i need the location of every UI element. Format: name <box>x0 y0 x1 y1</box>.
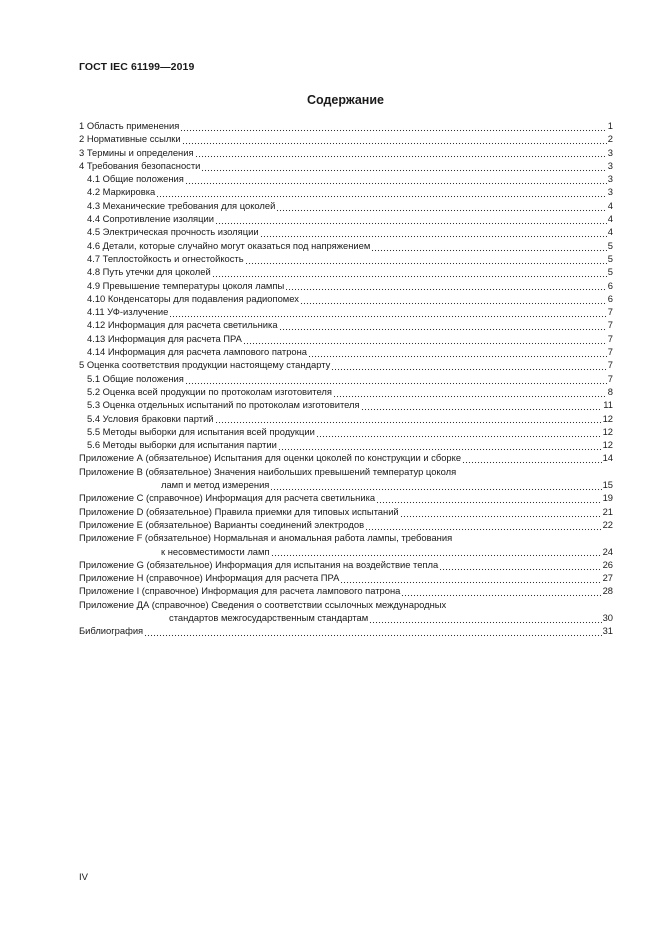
toc-leader-dots <box>169 305 606 318</box>
page-number: IV <box>79 872 88 883</box>
toc-entry-page: 3 <box>607 173 613 185</box>
toc-leader-dots <box>371 239 606 252</box>
toc-leader-dots <box>270 478 601 491</box>
toc-entry-page: 2 <box>607 133 613 145</box>
toc-entry-title: Приложение А (обязательное) Испытания для оценки цоколей по конструкции и сборке <box>79 452 462 464</box>
toc-entry-page: 6 <box>607 292 613 304</box>
toc-entry-title: стандартов межгосударственным стандартам <box>169 611 369 623</box>
toc-entry-page: 5 <box>607 252 613 264</box>
toc-leader-dots <box>185 172 607 185</box>
toc-entry[interactable] <box>79 146 613 159</box>
toc-entry-page: 4 <box>607 226 613 238</box>
toc-leader-dots <box>331 359 606 372</box>
toc-entry-title: 5.2 Оценка всей продукции по протоколам изготовителя <box>87 385 332 397</box>
toc-entry[interactable] <box>79 398 613 411</box>
toc-entry[interactable] <box>79 185 613 198</box>
toc-entry-page: 30 <box>602 611 613 623</box>
toc-leader-dots <box>439 558 601 571</box>
toc-entry-page: 21 <box>602 505 613 517</box>
toc-entry[interactable] <box>79 545 613 558</box>
toc-entry-title: 1 Область применения <box>79 120 180 131</box>
toc-leader-dots <box>376 492 601 505</box>
toc-entry-title: Приложение Е (обязательное) Варианты соединений электродов <box>79 518 365 530</box>
toc-entry-page: 7 <box>607 346 613 358</box>
toc-entry-title: Приложение Н (справочное) Информация для расчета ПРА <box>79 572 340 584</box>
toc-entry-page: 26 <box>602 558 613 570</box>
toc-entry-title: Приложение ДА (справочное) Сведения о соответствии ссылочных международных <box>79 598 447 610</box>
toc-entry-title: Библиография <box>79 625 144 637</box>
toc-entry[interactable] <box>79 199 613 212</box>
toc-entry-title: 5.5 Методы выборки для испытания всей продукции <box>87 425 315 437</box>
toc-entry[interactable] <box>79 225 613 238</box>
toc-entry[interactable] <box>79 159 613 172</box>
toc-leader-dots <box>182 133 607 146</box>
toc-entry[interactable] <box>79 305 613 318</box>
toc-entry-page: 6 <box>607 279 613 291</box>
toc-leader-dots <box>260 226 607 239</box>
toc-entry-title: к несовместимости ламп <box>161 545 270 557</box>
toc-entry[interactable] <box>79 119 613 132</box>
toc-entry[interactable] <box>79 239 613 252</box>
toc-entry-page: 27 <box>602 572 613 584</box>
toc-leader-dots <box>215 212 607 225</box>
toc-entry-title: 4.6 Детали, которые случайно могут оказаться под напряжением <box>87 239 371 251</box>
toc-entry[interactable] <box>79 265 613 278</box>
toc-entry-title: 4.7 Теплостойкость и огнестойкость <box>87 252 244 264</box>
toc-entry-page: 12 <box>602 425 613 437</box>
toc-entry-page: 3 <box>607 159 613 171</box>
toc-entry-page: 12 <box>602 412 613 424</box>
toc-entry-title: Приложение В (обязательное) Значения наибольших превышений температур цоколя <box>79 465 457 477</box>
toc-leader-dots <box>316 425 602 438</box>
toc-entry-title: ламп и метод измерения <box>161 479 270 491</box>
toc-leader-dots <box>462 452 601 465</box>
toc-entry[interactable] <box>79 252 613 265</box>
toc-entry[interactable] <box>79 531 613 544</box>
document-number: ГОСТ IEC 61199—2019 <box>79 61 195 73</box>
toc-entry[interactable] <box>79 385 613 398</box>
toc-entry[interactable] <box>79 491 613 504</box>
toc-leader-dots <box>156 186 607 199</box>
toc-entry-title: Приложение F (обязательное) Нормальная и аномальная работа лампы, требования <box>79 532 453 544</box>
toc-entry-title: 4.8 Путь утечки для цоколей <box>87 266 211 278</box>
toc-leader-dots <box>400 505 602 518</box>
toc-entry[interactable] <box>79 571 613 584</box>
toc-entry-title: Приложение С (справочное) Информация для расчета светильника <box>79 492 376 504</box>
toc-entry[interactable] <box>79 505 613 518</box>
toc-leader-dots <box>401 585 601 598</box>
toc-entry-page: 4 <box>607 199 613 211</box>
toc-entry-title: Приложение D (обязательное) Правила приемки для типовых испытаний <box>79 505 399 517</box>
toc-entry-title: 4.3 Механические требования для цоколей <box>87 199 276 211</box>
toc-leader-dots <box>365 518 601 531</box>
toc-entry-page: 7 <box>607 332 613 344</box>
toc-leader-dots <box>308 345 607 358</box>
toc-entry[interactable] <box>79 598 613 611</box>
toc-entry[interactable] <box>79 558 613 571</box>
toc-entry-title: 4.12 Информация для расчета светильника <box>87 319 278 331</box>
toc-entry-page: 7 <box>607 319 613 331</box>
toc-entry-page: 11 <box>603 399 613 411</box>
toc-leader-dots <box>201 159 606 172</box>
toc-leader-dots <box>185 372 607 385</box>
toc-entry[interactable] <box>79 292 613 305</box>
toc-entry[interactable] <box>79 478 613 491</box>
toc-entry-title: 4.14 Информация для расчета лампового патрона <box>87 346 308 358</box>
toc-entry[interactable] <box>79 358 613 371</box>
toc-entry[interactable] <box>79 345 613 358</box>
toc-entry-page: 5 <box>607 266 613 278</box>
toc-entry-title: 4.4 Сопротивление изоляции <box>87 213 214 225</box>
table-of-contents <box>79 119 613 638</box>
toc-entry[interactable] <box>79 332 613 345</box>
toc-entry[interactable] <box>79 212 613 225</box>
toc-entry-title: 4.11 УФ-излучение <box>87 306 169 318</box>
toc-leader-dots <box>215 412 602 425</box>
toc-entry[interactable] <box>79 438 613 451</box>
toc-entry-title: 4.5 Электрическая прочность изоляции <box>87 226 259 238</box>
toc-leader-dots <box>144 625 601 638</box>
toc-entry[interactable] <box>79 279 613 292</box>
toc-leader-dots <box>333 385 607 398</box>
toc-leader-dots <box>271 545 602 558</box>
toc-leader-dots <box>245 252 607 265</box>
toc-leader-dots <box>195 146 607 159</box>
toc-entry-page: 8 <box>607 385 613 397</box>
toc-entry[interactable] <box>79 584 613 597</box>
toc-entry-page: 15 <box>602 479 613 491</box>
toc-leader-dots <box>243 332 607 345</box>
toc-leader-dots <box>276 199 606 212</box>
toc-entry[interactable] <box>79 172 613 185</box>
toc-entry-page: 7 <box>607 359 613 371</box>
toc-entry-title: 3 Термины и определения <box>79 146 194 158</box>
toc-entry-title: 4.1 Общие положения <box>87 173 184 185</box>
toc-entry[interactable] <box>79 465 613 478</box>
toc-entry-title: 4.2 Маркировка <box>87 186 156 198</box>
toc-leader-dots <box>279 319 607 332</box>
toc-entry-page: 5 <box>607 239 613 251</box>
toc-leader-dots <box>180 119 606 132</box>
toc-entry-page: 28 <box>602 585 613 597</box>
toc-leader-dots <box>212 266 607 279</box>
toc-entry-title: 4.13 Информация для расчета ПРА <box>87 332 242 344</box>
toc-entry[interactable] <box>79 624 613 637</box>
toc-entry-page: 24 <box>602 545 613 557</box>
toc-entry-page: 14 <box>602 452 613 464</box>
toc-entry-page: 19 <box>602 492 613 504</box>
toc-entry[interactable] <box>79 412 613 425</box>
toc-entry-title: 4 Требования безопасности <box>79 159 201 171</box>
toc-leader-dots <box>300 292 607 305</box>
toc-leader-dots <box>278 438 602 451</box>
toc-entry-title: 5 Оценка соответствия продукции настоящему стандарту <box>79 359 331 371</box>
toc-entry-title: 5.4 Условия браковки партий <box>87 412 214 424</box>
toc-entry-page: 3 <box>607 186 613 198</box>
toc-entry-page: 4 <box>607 213 613 225</box>
toc-entry-title: 4.9 Превышение температуры цоколя лампы <box>87 279 285 291</box>
toc-entry[interactable] <box>79 611 613 624</box>
toc-entry-page: 31 <box>602 625 613 637</box>
toc-entry[interactable] <box>79 518 613 531</box>
toc-entry-page: 7 <box>607 306 613 318</box>
toc-entry[interactable] <box>79 318 613 331</box>
toc-entry-title: 5.1 Общие положения <box>87 372 184 384</box>
toc-leader-dots <box>285 279 607 292</box>
page-title: Содержание <box>306 93 384 107</box>
toc-leader-dots <box>361 399 603 412</box>
toc-entry[interactable] <box>79 372 613 385</box>
toc-entry-page: 1 <box>607 120 613 131</box>
toc-entry-page: 12 <box>602 439 613 451</box>
toc-entry-page: 3 <box>607 146 613 158</box>
toc-entry-title: Приложение I (справочное) Информация для расчета лампового патрона <box>79 585 401 597</box>
toc-leader-dots <box>369 611 601 624</box>
toc-entry-title: Приложение G (обязательное) Информация для испытания на воздействие тепла <box>79 558 439 570</box>
toc-entry-page: 7 <box>607 372 613 384</box>
toc-entry[interactable] <box>79 425 613 438</box>
toc-entry-title: 5.3 Оценка отдельных испытаний по протоколам изготовителя <box>87 399 360 411</box>
toc-leader-dots <box>340 571 601 584</box>
toc-entry-page: 22 <box>602 518 613 530</box>
toc-entry-title: 4.10 Конденсаторы для подавления радиопомех <box>87 292 299 304</box>
toc-entry[interactable] <box>79 451 613 464</box>
toc-entry[interactable] <box>79 132 613 145</box>
toc-entry-title: 5.6 Методы выборки для испытания партии <box>87 439 277 451</box>
toc-entry-title: 2 Нормативные ссылки <box>79 133 181 145</box>
